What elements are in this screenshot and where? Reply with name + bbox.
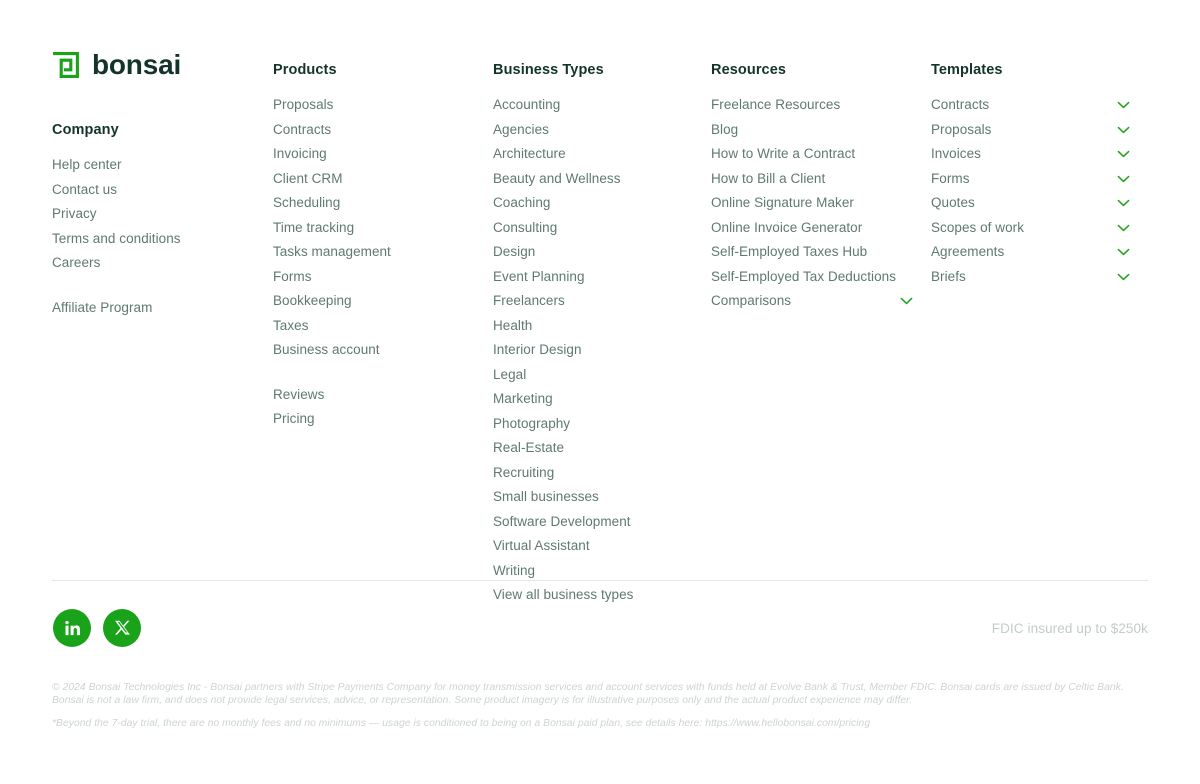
link-self-employed-tax-deductions[interactable]: Self-Employed Tax Deductions [711, 268, 896, 284]
link-template-agreements-label: Agreements [931, 244, 1005, 260]
link-software-development[interactable]: Software Development [493, 513, 631, 529]
link-freelancers[interactable]: Freelancers [493, 293, 565, 309]
link-interior-design[interactable]: Interior Design [493, 342, 582, 358]
link-reviews[interactable]: Reviews [273, 386, 325, 402]
link-comparisons-label: Comparisons [711, 293, 792, 309]
link-privacy[interactable]: Privacy [52, 206, 97, 222]
chevron-down-icon [1117, 175, 1130, 183]
chevron-down-icon [1117, 126, 1130, 134]
column-title-company: Company [52, 122, 119, 138]
chevron-down-icon [1117, 248, 1130, 256]
link-marketing[interactable]: Marketing [493, 391, 553, 407]
link-legal[interactable]: Legal [493, 366, 527, 382]
fdic-note: FDIC insured up to $250k [991, 621, 1148, 636]
link-template-invoices-label: Invoices [931, 146, 981, 162]
link-terms-and-conditions[interactable]: Terms and conditions [52, 230, 181, 246]
footer-column-products [273, 62, 473, 426]
link-template-forms-label: Forms [931, 170, 970, 186]
footer-divider [52, 580, 1148, 581]
chevron-down-icon [1117, 273, 1130, 281]
link-event-planning[interactable]: Event Planning [493, 268, 585, 284]
link-taxes[interactable]: Taxes [273, 317, 309, 333]
templates-links [931, 98, 1152, 283]
link-comparisons[interactable] [711, 294, 913, 308]
link-template-contracts-label: Contracts [931, 97, 990, 113]
link-self-employed-taxes-hub[interactable]: Self-Employed Taxes Hub [711, 244, 868, 260]
company-links [52, 158, 252, 314]
footer-column-business-types [493, 62, 693, 602]
link-how-to-bill-a-client[interactable]: How to Bill a Client [711, 170, 826, 186]
social-links [53, 609, 141, 647]
link-proposals[interactable]: Proposals [273, 97, 334, 113]
link-online-invoice-generator[interactable]: Online Invoice Generator [711, 219, 863, 235]
link-template-scopes-of-work[interactable] [931, 221, 1130, 235]
x-twitter-button[interactable] [103, 609, 141, 647]
chevron-down-icon [1117, 199, 1130, 207]
link-template-quotes[interactable] [931, 196, 1130, 210]
link-health[interactable]: Health [493, 317, 533, 333]
business-types-links [493, 98, 693, 602]
link-tasks-management[interactable]: Tasks management [273, 244, 391, 260]
link-template-contracts[interactable] [931, 98, 1130, 112]
bonsai-spiral-logo-icon [52, 51, 80, 79]
link-invoicing[interactable]: Invoicing [273, 146, 327, 162]
column-title-templates: Templates [931, 62, 1003, 78]
link-template-proposals[interactable] [931, 123, 1130, 137]
bonsai-wordmark: bonsai [92, 49, 182, 80]
link-agencies[interactable]: Agencies [493, 121, 549, 137]
link-contracts[interactable]: Contracts [273, 121, 332, 137]
link-small-businesses[interactable]: Small businesses [493, 489, 599, 505]
link-writing[interactable]: Writing [493, 562, 536, 578]
link-client-crm[interactable]: Client CRM [273, 170, 343, 186]
link-scheduling[interactable]: Scheduling [273, 195, 341, 211]
link-template-briefs-label: Briefs [931, 268, 966, 284]
x-twitter-icon [113, 619, 132, 638]
link-contact-us[interactable]: Contact us [52, 181, 118, 197]
legal-text-secondary: *Beyond the 7-day trial, there are no monthly fees and no minimums — usage is conditioned to being on a Bonsai paid plan, see details here: https://www.hellobonsai.com/pricing [52, 718, 871, 729]
link-virtual-assistant[interactable]: Virtual Assistant [493, 538, 590, 554]
link-template-agreements[interactable] [931, 245, 1130, 259]
footer-column-templates [931, 62, 1152, 294]
link-help-center[interactable]: Help center [52, 157, 122, 173]
chevron-down-icon [900, 297, 913, 305]
link-affiliate-program[interactable]: Affiliate Program [52, 299, 153, 315]
link-template-invoices[interactable] [931, 147, 1130, 161]
link-template-quotes-label: Quotes [931, 195, 975, 211]
link-real-estate[interactable]: Real-Estate [493, 440, 565, 456]
column-title-resources: Resources [711, 62, 787, 78]
link-business-account[interactable]: Business account [273, 342, 380, 358]
link-template-briefs[interactable] [931, 270, 1130, 284]
link-consulting[interactable]: Consulting [493, 219, 558, 235]
link-how-to-write-a-contract[interactable]: How to Write a Contract [711, 146, 856, 162]
link-pricing[interactable]: Pricing [273, 411, 315, 427]
chevron-down-icon [1117, 150, 1130, 158]
link-online-signature-maker[interactable]: Online Signature Maker [711, 195, 854, 211]
footer-column-company [52, 122, 252, 314]
link-template-proposals-label: Proposals [931, 121, 992, 137]
column-title-business-types: Business Types [493, 62, 604, 78]
link-blog[interactable]: Blog [711, 121, 739, 137]
products-links [273, 98, 473, 426]
link-careers[interactable]: Careers [52, 255, 101, 271]
chevron-down-icon [1117, 101, 1130, 109]
link-coaching[interactable]: Coaching [493, 195, 551, 211]
resources-links [711, 98, 916, 308]
link-design[interactable]: Design [493, 244, 536, 260]
link-accounting[interactable]: Accounting [493, 97, 561, 113]
link-beauty-and-wellness[interactable]: Beauty and Wellness [493, 170, 621, 186]
column-title-products: Products [273, 62, 337, 78]
linkedin-icon [63, 619, 82, 638]
link-template-scopes-of-work-label: Scopes of work [931, 219, 1024, 235]
link-photography[interactable]: Photography [493, 415, 571, 431]
link-time-tracking[interactable]: Time tracking [273, 219, 355, 235]
legal-text-primary: © 2024 Bonsai Technologies Inc - Bonsai partners with Stripe Payments Company for money transmission services and account services with funds held at Evolve Bank & Trust, Member FDIC. Bonsai cards are issued by Celtic Bank. Bonsai is not a law firm, and does not provide legal services, advice, or representation. Some product imagery is for illustrative purposes only and the actual product experience may differ. [52, 682, 1124, 706]
link-template-forms[interactable] [931, 172, 1130, 186]
link-freelance-resources[interactable]: Freelance Resources [711, 97, 841, 113]
link-recruiting[interactable]: Recruiting [493, 464, 555, 480]
bonsai-logo[interactable] [52, 51, 181, 79]
link-architecture[interactable]: Architecture [493, 146, 566, 162]
link-forms[interactable]: Forms [273, 268, 312, 284]
linkedin-button[interactable] [53, 609, 91, 647]
footer-column-resources [711, 62, 916, 319]
link-bookkeeping[interactable]: Bookkeeping [273, 293, 352, 309]
link-view-all-business-types[interactable]: View all business types [493, 587, 634, 603]
chevron-down-icon [1117, 224, 1130, 232]
